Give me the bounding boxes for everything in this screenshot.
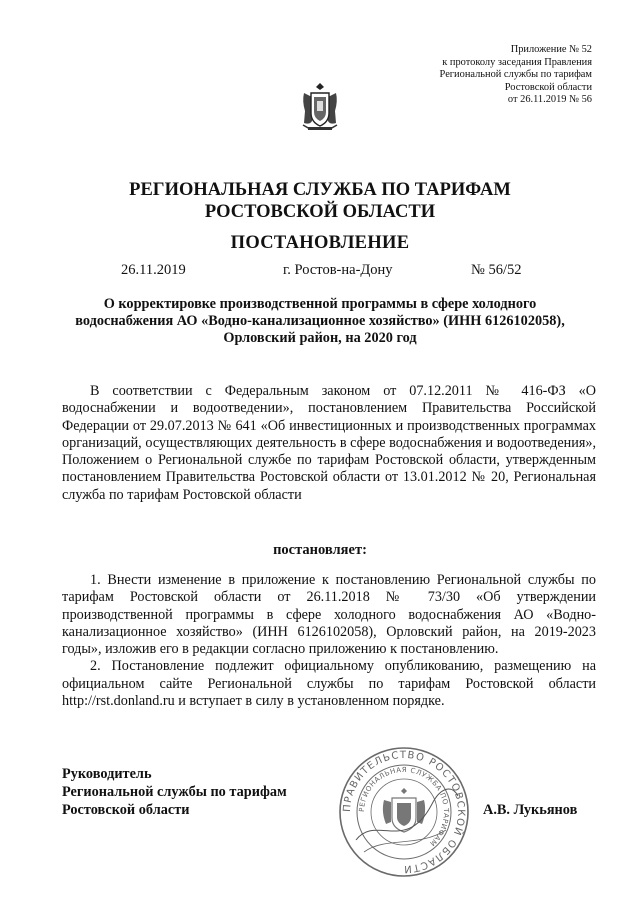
organization-title <box>0 179 640 223</box>
subject-line: Орловский район, на 2020 год <box>223 330 417 346</box>
annex-line: Приложение № 52 <box>510 44 592 55</box>
resolution-item-2: 2. Постановление подлежит официальному опубликованию, размещению на официальном сайте Региональной службы по тарифам Ростовской области http://rst.donland.ru и вступает в силу в установленном порядке. <box>62 658 596 710</box>
annex-line: Региональной службы по тарифам <box>439 69 592 81</box>
annex-line: к протоколу заседания Правления <box>442 56 592 68</box>
signatory-title-line: Руководитель <box>62 766 152 782</box>
seal-emblem-icon <box>383 788 425 832</box>
annex-line: Ростовской области <box>504 81 592 93</box>
official-seal-stamp <box>336 744 472 880</box>
document-subject <box>60 296 580 347</box>
document-date: 26.11.2019 <box>121 262 186 278</box>
annex-line: от 26.11.2019 № 56 <box>507 94 592 106</box>
signatory-title-line: Региональной службы по тарифам <box>62 783 287 800</box>
coat-of-arms-icon <box>298 81 342 133</box>
seal-inner-text: РЕГИОНАЛЬНАЯ СЛУЖБА ПО ТАРИФАМ <box>357 765 451 848</box>
preamble-paragraph <box>62 383 596 504</box>
organization-title-line: РЕГИОНАЛЬНАЯ СЛУЖБА ПО ТАРИФАМ <box>129 180 511 200</box>
document-place: г. Ростов-на-Дону <box>283 262 393 278</box>
subject-line: О корректировке производственной программы в сфере холодного <box>103 296 537 312</box>
resolves-heading: постановляет: <box>273 542 367 558</box>
document-type-heading: ПОСТАНОВЛЕНИЕ <box>230 233 410 253</box>
signatory-title-line: Ростовской области <box>62 801 190 818</box>
signatory-title <box>62 766 287 819</box>
seal-outer-text: ПРАВИТЕЛЬСТВО РОСТОВСКОЙ ОБЛАСТИ <box>341 749 467 875</box>
preamble-text: В соответствии с Федеральным законом от 07.12.2011 № 416-ФЗ «О водоснабжении и водоотведении», постановлением Правительства Российской Федерации от 29.07.2013 № 641 «Об инвестиционных и производственных программах организаций, осуществляющих деятельность в сфере водоснабжения и водоотведения», Положением о Региональной службе по тарифам Ростовской области, утвержденным постановлением Правительства Ростовской области от 13.01.2012 № 20, Региональная служба по тарифам Ростовской области <box>62 383 596 503</box>
resolution-items <box>62 572 596 710</box>
subject-line: водоснабжения АО «Водно-канализационное хозяйство» (ИНН 6126102058), <box>75 313 565 329</box>
organization-title-line: РОСТОВСКОЙ ОБЛАСТИ <box>204 202 436 222</box>
signatory-name: А.В. Лукьянов <box>483 802 578 818</box>
document-number: № 56/52 <box>471 262 522 278</box>
annex-reference <box>440 44 592 107</box>
resolution-item-1: 1. Внести изменение в приложение к постановлению Региональной службы по тарифам Ростовской области от 26.11.2018 № 73/30 «Об утверждении производственной программы в сфере холодного водоснабжения АО «Водно-канализационное хозяйство» (ИНН 6126102058), Орловский район, на 2019-2023 годы», изложив его в редакции согласно приложению к постановлению. <box>62 572 596 658</box>
